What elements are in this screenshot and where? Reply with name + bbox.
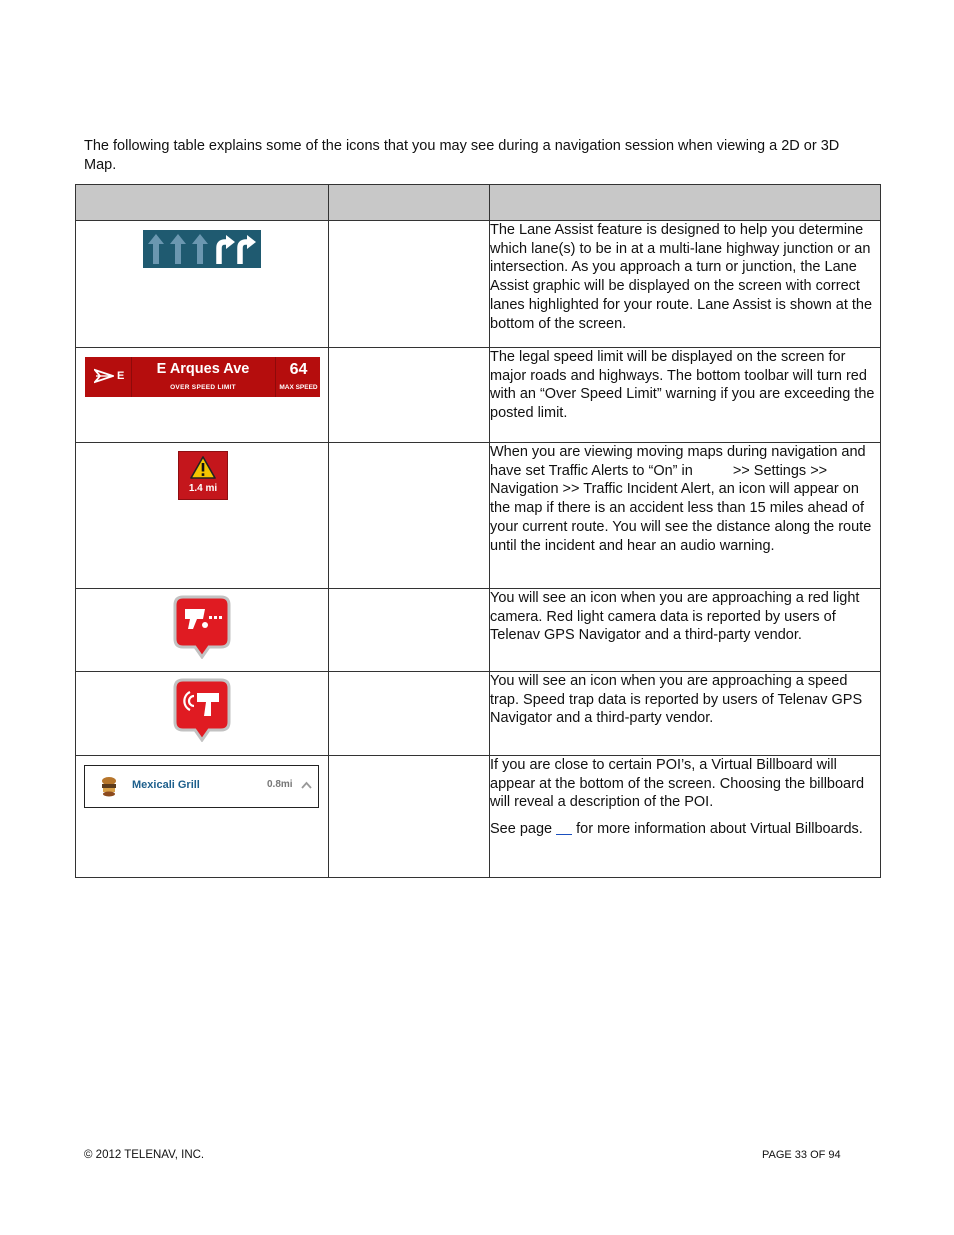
billboard-distance: 0.8mi	[267, 779, 293, 790]
description-cell: The legal speed limit will be displayed on the screen for major roads and highways. The bottom toolbar will turn red with an “Over Speed Limit” warning if you are exceeding the posted limit.	[490, 348, 881, 443]
name-cell	[329, 348, 490, 443]
direction-letter: E	[117, 370, 125, 382]
street-name: E Arques Ave	[156, 361, 250, 377]
header-name	[329, 185, 490, 221]
description-text: >> Settings >> Navigation >> Traffic Incident Alert, an icon will appear on the map if there is an accident less than 15 miles ahead of your current route. You will see the distance along the route until the incident and hear an audio warning.	[490, 462, 872, 554]
incident-distance: 1.4 mi	[188, 483, 218, 494]
description-cell	[490, 443, 881, 589]
billboard-poi-name: Mexicali Grill	[132, 779, 200, 791]
intro-paragraph: The following table explains some of the icons that you may see during a navigation session when viewing a 2D or 3D Map.	[84, 138, 840, 173]
table-header-row	[76, 185, 881, 221]
name-cell	[329, 589, 490, 672]
direction-arrow-icon	[94, 368, 114, 384]
red-light-camera-icon	[173, 595, 231, 659]
name-cell	[329, 756, 490, 878]
icon-cell	[76, 443, 329, 589]
description-text: If you are close to certain POI’s, a Virtual Billboard will appear at the bottom of the screen. Choosing the billboard will reveal a description of the POI.	[490, 757, 865, 811]
description-text: When you are viewing moving maps during navigation and have set Traffic Alerts to “On” in	[490, 444, 866, 479]
header-icon	[76, 185, 329, 221]
traffic-alert-icon	[178, 451, 228, 500]
icon-cell	[76, 348, 329, 443]
max-speed-label: MAX SPEED	[279, 384, 318, 391]
icon-cell	[76, 221, 329, 348]
table-row	[76, 589, 881, 672]
table-row	[76, 221, 881, 348]
description-cell	[490, 756, 881, 878]
table-row	[76, 672, 881, 756]
name-cell	[329, 672, 490, 756]
warning-triangle-icon	[190, 456, 216, 480]
direction-box	[85, 357, 132, 397]
description-cell: You will see an icon when you are approaching a speed trap. Speed trap data is reported by users of Telenav GPS Navigator and a third-party vendor.	[490, 672, 881, 756]
icon-table	[75, 184, 881, 878]
description-cell: You will see an icon when you are approaching a red light camera. Red light camera data is reported by users of Telenav GPS Navigator and a third-party vendor.	[490, 589, 881, 672]
page-reference-link[interactable]	[556, 820, 572, 835]
speed-limit-bar	[85, 357, 320, 397]
restaurant-logo-icon	[100, 775, 118, 797]
max-speed-value: 64	[289, 361, 308, 378]
over-speed-warning: OVER SPEED LIMIT	[170, 384, 236, 391]
icon-cell	[76, 672, 329, 756]
header-description	[490, 185, 881, 221]
see-page-text: See page for more information about Virtual Billboards.	[490, 821, 863, 838]
max-speed-box	[275, 357, 321, 397]
name-cell	[329, 443, 490, 589]
table-row	[76, 756, 881, 878]
lane-assist-icon	[143, 230, 261, 268]
table-row	[76, 348, 881, 443]
speed-trap-icon	[173, 678, 231, 742]
table-row	[76, 443, 881, 589]
name-cell	[329, 221, 490, 348]
description-cell: The Lane Assist feature is designed to help you determine which lane(s) to be in at a multi-lane highway junction or an intersection. As you approach a turn or junction, the Lane Assist graphic will be displayed on the screen with correct lanes highlighted for your route. Lane Assist is shown at the bottom of the screen.	[490, 221, 881, 348]
chevron-up-icon[interactable]	[301, 781, 312, 789]
icon-cell	[76, 756, 329, 878]
icon-cell	[76, 589, 329, 672]
footer-copyright: © 2012 TELENAV, INC.	[84, 1149, 205, 1161]
footer-page-number: PAGE 33 OF 94	[762, 1149, 841, 1161]
virtual-billboard-icon	[84, 765, 319, 808]
